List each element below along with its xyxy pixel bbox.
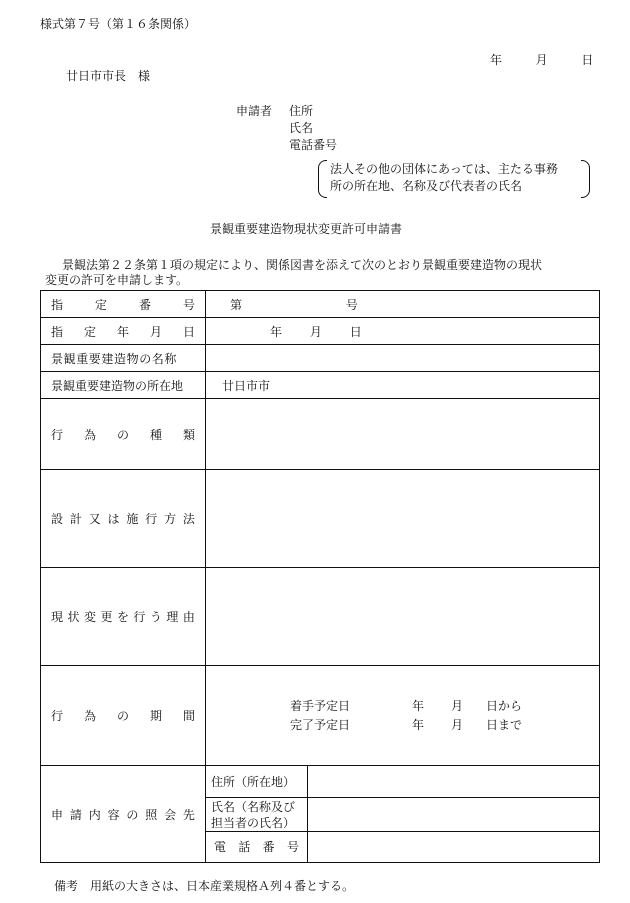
contact-name-label: 氏名（名称及び 担当者の氏名） bbox=[206, 798, 308, 832]
building-location-city: 廿日市市 bbox=[222, 378, 271, 393]
table-row bbox=[41, 766, 600, 798]
table-row bbox=[41, 470, 600, 568]
designation-number-label: 指 定 番 号 bbox=[41, 291, 206, 318]
corporate-note-text bbox=[330, 161, 558, 195]
building-location-field[interactable] bbox=[206, 372, 600, 399]
table-row bbox=[41, 318, 600, 345]
table-row bbox=[41, 291, 600, 318]
designation-date-month: 月 bbox=[309, 324, 322, 339]
designation-date-label: 指 定 年 月 日 bbox=[41, 318, 206, 345]
addressee: 廿日市市長 様 bbox=[66, 69, 151, 83]
act-period-field[interactable] bbox=[206, 666, 600, 766]
start-date-month: 月 bbox=[451, 698, 464, 713]
end-date-day: 日まで bbox=[486, 717, 523, 732]
building-location-label: 景観重要建造物の所在地 bbox=[41, 372, 206, 399]
applicant-phone-label: 電話番号 bbox=[289, 138, 338, 152]
table-row bbox=[41, 345, 600, 372]
designation-number-suffix: 号 bbox=[345, 297, 358, 312]
left-bracket bbox=[318, 160, 327, 198]
design-method-label: 設 計 又 は 施 行 方 法 bbox=[41, 470, 206, 568]
contact-address-field[interactable] bbox=[308, 766, 600, 798]
right-bracket bbox=[581, 160, 590, 198]
start-date-label: 着手予定日 bbox=[290, 698, 351, 713]
end-date-label: 完了予定日 bbox=[290, 717, 351, 732]
contact-label: 申 請 内 容 の 照 会 先 bbox=[41, 766, 206, 863]
document-title: 景観重要建造物現状変更許可申請書 bbox=[210, 222, 403, 236]
change-reason-field[interactable] bbox=[206, 568, 600, 666]
designation-date-year: 年 bbox=[270, 324, 283, 339]
act-period-label: 行 為 の 期 間 bbox=[41, 666, 206, 766]
applicant-name-label: 氏名 bbox=[289, 121, 314, 135]
end-date-year: 年 bbox=[412, 717, 425, 732]
table-row bbox=[41, 372, 600, 399]
building-name-label: 景観重要建造物の名称 bbox=[41, 345, 206, 372]
corporate-note-line2: 所の所在地、名称及び代表者の氏名 bbox=[330, 179, 523, 193]
building-name-field[interactable] bbox=[206, 345, 600, 372]
applicant-label: 申請者 bbox=[236, 104, 273, 118]
table-row bbox=[41, 666, 600, 766]
applicant-address-label: 住所 bbox=[289, 104, 314, 118]
table-row bbox=[41, 568, 600, 666]
intro-line1: 景観法第２２条第１項の規定により、関係図書を添えて次のとおり景観重要建造物の現状 bbox=[62, 258, 543, 272]
design-method-field[interactable] bbox=[206, 470, 600, 568]
designation-number-field[interactable] bbox=[206, 291, 600, 318]
date-year-label: 年 bbox=[490, 53, 503, 67]
application-table bbox=[40, 290, 600, 863]
contact-address-label: 住所（所在地） bbox=[206, 766, 308, 798]
corporate-note-line1: 法人その他の団体にあっては、主たる事務 bbox=[330, 162, 558, 176]
remarks: 備考 用紙の大きさは、日本産業規格Ａ列４番とする。 bbox=[54, 879, 355, 893]
corporate-note bbox=[318, 160, 590, 198]
date-header bbox=[490, 53, 593, 67]
table-row bbox=[41, 399, 600, 470]
end-date-month: 月 bbox=[451, 717, 464, 732]
change-reason-label: 現 状 変 更 を 行 う 理 由 bbox=[41, 568, 206, 666]
contact-phone-field[interactable] bbox=[308, 832, 600, 863]
act-type-label: 行 為 の 種 類 bbox=[41, 399, 206, 470]
start-date-day: 日から bbox=[486, 698, 523, 713]
form-number: 様式第７号（第１６条関係） bbox=[40, 17, 197, 31]
start-date-year: 年 bbox=[412, 698, 425, 713]
contact-name-field[interactable] bbox=[308, 798, 600, 832]
act-type-field[interactable] bbox=[206, 399, 600, 470]
designation-number-prefix: 第 bbox=[230, 297, 243, 312]
contact-phone-label: 電 話 番 号 bbox=[206, 832, 308, 863]
intro-line2: 変更の許可を申請します。 bbox=[45, 273, 189, 287]
date-day-label: 日 bbox=[581, 53, 594, 67]
designation-date-day: 日 bbox=[349, 324, 362, 339]
designation-date-field[interactable] bbox=[206, 318, 600, 345]
date-month-label: 月 bbox=[535, 53, 548, 67]
